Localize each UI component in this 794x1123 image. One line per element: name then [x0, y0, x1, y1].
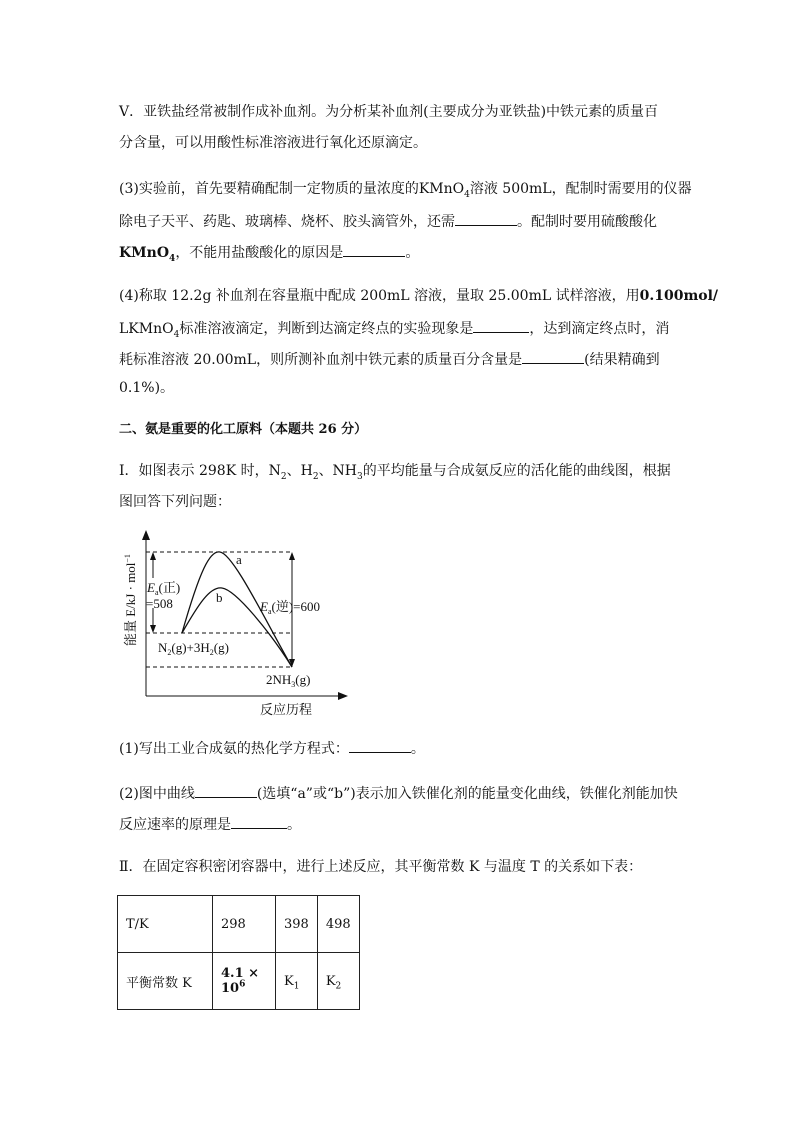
- table-cell: 平衡常数 K: [118, 953, 213, 1010]
- q4-text: 标准溶液滴定，判断到达滴定终点的实验现象是: [179, 321, 474, 337]
- formula: KMnO: [119, 245, 170, 261]
- q2-text: 反应速率的原理是: [119, 817, 231, 833]
- q4-line1: [119, 288, 719, 304]
- q4-text: LKMnO: [119, 321, 174, 337]
- q4-line4: 0.1%)。: [119, 380, 175, 396]
- q4-text: 耗标准溶液 20.00mL，则所测补血剂中铁元素的质量百分含量是: [119, 352, 523, 368]
- reactants-label: [158, 640, 229, 657]
- q3-text: ，不能用盐酸酸化的原因是: [175, 245, 344, 261]
- table-row: [118, 953, 360, 1010]
- product-sub: 3: [291, 680, 296, 689]
- k-exponent: 6: [239, 979, 246, 990]
- q4-line3: [119, 351, 675, 367]
- ea-reverse-rest: (逆)=600: [271, 599, 321, 614]
- q2-line2: [119, 816, 675, 832]
- reactants-sub: 2: [167, 648, 172, 657]
- section-2-heading: 二、氨是重要的化工原料（本题共 26 分）: [119, 422, 368, 437]
- part1-line1: [119, 463, 675, 482]
- part1-sub: 2: [280, 471, 287, 482]
- q4-text: ，达到滴定终点时，消: [529, 321, 670, 337]
- q3-line3: [119, 244, 675, 264]
- table-cell: [317, 953, 359, 1010]
- k-value: 4.1 × 10: [221, 966, 260, 996]
- product-text: (g): [295, 672, 311, 687]
- x-axis-label: 反应历程: [260, 702, 313, 717]
- answer-blank[interactable]: [343, 244, 405, 257]
- q2-text: (2)图中曲线: [119, 786, 195, 802]
- answer-blank[interactable]: [195, 785, 257, 798]
- y-axis-label-text: 能量 E/kJ · mol: [123, 562, 138, 646]
- answer-blank[interactable]: [473, 320, 529, 333]
- table-cell: [276, 953, 318, 1010]
- reactants-text: (g)+3H: [171, 640, 210, 655]
- formula-sub: 4: [169, 253, 176, 264]
- q3-text: 除电子天平、药匙、玻璃棒、烧杯、胶头滴管外，还需: [119, 214, 455, 230]
- ea-forward-symbol: E: [147, 580, 155, 595]
- y-axis-label: [123, 554, 138, 646]
- ea-forward-label: [146, 580, 180, 597]
- ea-reverse-symbol: E: [260, 599, 268, 614]
- part1-sub: 2: [312, 471, 319, 482]
- answer-blank[interactable]: [455, 213, 517, 226]
- ea-reverse-label: [259, 599, 320, 616]
- curve-b-label: b: [216, 590, 223, 605]
- ea-forward-sub: a: [154, 588, 159, 597]
- q3-sub: 4: [464, 189, 470, 200]
- q4-text: (结果精确到: [584, 352, 660, 368]
- q1-text: 。: [410, 741, 425, 757]
- y-axis-label-sup: −1: [123, 554, 132, 563]
- ea-forward-arrowhead-bottom: [150, 625, 156, 633]
- curve-a-label: a: [236, 552, 242, 567]
- reactants-text: N: [158, 640, 168, 655]
- ea-forward-arrowhead-top: [150, 552, 156, 560]
- ea-reverse-sub: a: [267, 607, 272, 616]
- table-cell: [213, 953, 276, 1010]
- q2-text: (选填“a”或“b”)表示加入铁催化剂的能量变化曲线，铁催化剂能加快: [256, 786, 678, 802]
- q2-line1: [119, 785, 678, 802]
- product-label: [266, 672, 310, 689]
- answer-blank[interactable]: [522, 351, 584, 364]
- k1-symbol: K: [284, 973, 294, 989]
- table-cell: 298: [213, 896, 276, 953]
- ea-reverse-arrowhead-top: [289, 552, 295, 560]
- part1-sub: 3: [357, 471, 363, 482]
- k2-symbol: K: [325, 973, 336, 989]
- reactants-sub: 2: [209, 648, 214, 657]
- answer-blank[interactable]: [349, 740, 411, 753]
- y-axis-arrow: [142, 530, 150, 540]
- answer-blank[interactable]: [231, 816, 287, 829]
- q3-text: 。: [405, 245, 420, 261]
- ea-forward-rest: (正): [158, 580, 181, 595]
- q4-sub: 4: [173, 329, 180, 340]
- q4-line2: [119, 320, 675, 340]
- concentration: 0.100mol/: [639, 288, 719, 304]
- x-axis-arrow: [338, 692, 348, 700]
- product-text: 2NH: [266, 672, 292, 687]
- q3-text: (3)实验前，首先要精确配制一定物质的量浓度的KMnO: [119, 181, 465, 197]
- part2-line: Ⅱ．在固定容积密闭容器中，进行上述反应，其平衡常数 K 与温度 T 的关系如下表：: [119, 859, 643, 875]
- table-cell: 398: [276, 896, 318, 953]
- q3-text: 溶液 500mL，配制时需要用的仪器: [469, 181, 692, 197]
- q1-text: (1)写出工业合成氨的热化学方程式：: [119, 741, 349, 757]
- q3-line1: [119, 181, 692, 200]
- ea-forward-value: =508: [146, 596, 173, 611]
- part1-text: 、H: [286, 463, 313, 479]
- equilibrium-table: [117, 895, 360, 1010]
- k1-sub: 1: [293, 981, 300, 992]
- part1-text: Ⅰ．如图表示 298K 时，N: [119, 463, 281, 479]
- reactants-text: (g): [213, 640, 229, 655]
- energy-diagram: [118, 530, 348, 720]
- part1-text: 的平均能量与合成氨反应的活化能的曲线图，根据: [362, 463, 671, 479]
- table-cell: 498: [317, 896, 359, 953]
- section-v-line2: 分含量，可以用酸性标准溶液进行氧化还原滴定。: [119, 135, 427, 151]
- q2-text: 。: [287, 817, 301, 833]
- q3-line2: [119, 213, 675, 229]
- table-cell: T/K: [118, 896, 213, 953]
- section-v-line1: Ⅴ．亚铁盐经常被制作成补血剂。为分析某补血剂(主要成分为亚铁盐)中铁元素的质量百: [119, 104, 659, 120]
- q1-line: [119, 740, 675, 756]
- part1-text: 、NH: [318, 463, 358, 479]
- k2-sub: 2: [335, 981, 342, 992]
- q3-text: 。配制时要用硫酸酸化: [517, 214, 657, 230]
- q4-text: (4)称取 12.2g 补血剂在容量瓶中配成 200mL 溶液，量取 25.00mL 试样溶液，用: [119, 288, 640, 304]
- part1-line2: 图回答下列问题：: [119, 494, 231, 510]
- table-row: [118, 896, 360, 953]
